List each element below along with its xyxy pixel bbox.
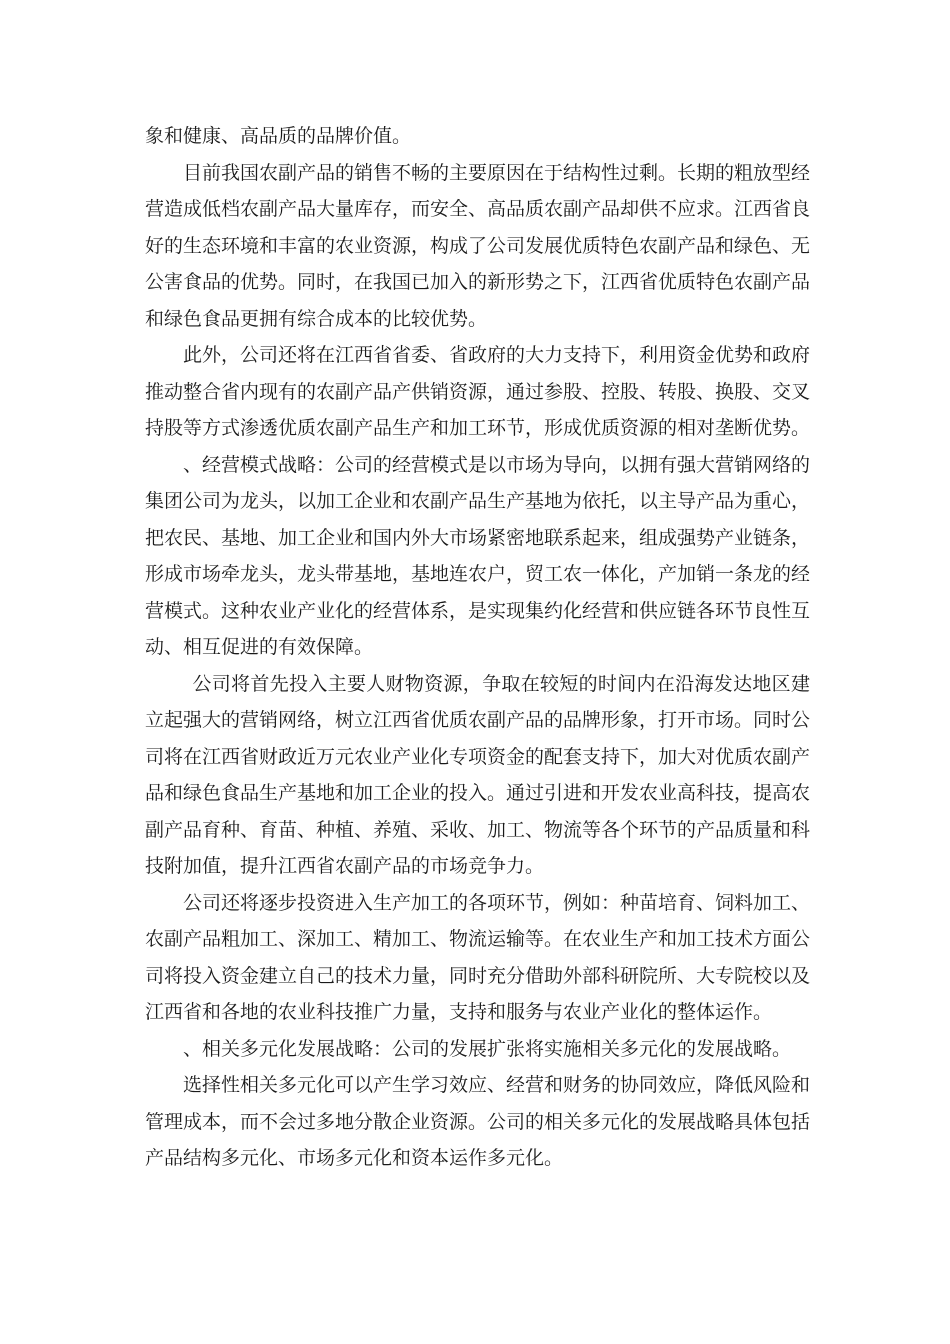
paragraph-business-model-strategy: 、经营模式战略：公司的经营模式是以市场为导向，以拥有强大营销网络的集团公司为龙头，以加工企业和农副产品生产基地为依托，以主导产品为重心，把农民、基地、加工企业和国内外大市场紧密地联系起来，组成强势产业链条，形成市场牵龙头，龙头带基地，基地连农户，贸工农一体化，产加销一条龙的经营模式。这种农业产业化的经营体系，是实现集约化经营和供应链各环节良性互动、相互促进的有效保障。 (145, 453, 811, 658)
document-body (145, 118, 810, 1177)
paragraph-brand-value: 象和健康、高品质的品牌价值。 (145, 125, 412, 147)
paragraph-diversification-strategy: 、相关多元化发展战略：公司的发展扩张将实施相关多元化的发展战略。 (183, 1037, 792, 1060)
paragraph-marketing-network: 公司将首先投入主要人财物资源，争取在较短的时间内在沿海发达地区建立起强大的营销网络，树立江西省优质农副产品的品牌形象，打开市场。同时公司将在江西省财政近万元农业产业化专项资金的配套支持下，加大对优质农副产品和绿色食品生产基地和加工企业的投入。通过引进和开发农业高科技，提高农副产品育种、育苗、种植、养殖、采收、加工、物流等各个环节的产品质量和科技附加值，提升江西省农副产品的市场竞争力。 (145, 672, 811, 877)
paragraph-sales-reason: 目前我国农副产品的销售不畅的主要原因在于结构性过剩。长期的粗放型经营造成低档农副产品大量库存，而安全、高品质农副产品却供不应求。江西省良好的生态环境和丰富的农业资源，构成了公司发展优质特色农副产品和绿色、无公害食品的优势。同时，在我国已加入的新形势之下，江西省优质特色农副产品和绿色食品更拥有综合成本的比较优势。 (145, 161, 811, 330)
paragraph-government-support: 此外，公司还将在江西省省委、省政府的大力支持下，利用资金优势和政府推动整合省内现有的农副产品产供销资源，通过参股、控股、转股、换股、交叉持股等方式渗透优质农副产品生产和加工环节，形成优质资源的相对垄断优势。 (145, 344, 811, 439)
paragraph-production-investment: 公司还将逐步投资进入生产加工的各项环节，例如：种苗培育、饲料加工、农副产品粗加工、深加工、精加工、物流运输等。在农业生产和加工技术方面公司将投入资金建立自己的技术力量，同时充分借助外部科研院所、大专院校以及江西省和各地的农业科技推广力量，支持和服务与农业产业化的整体运作。 (145, 891, 811, 1023)
paragraph-diversification-benefits: 选择性相关多元化可以产生学习效应、经营和财务的协同效应，降低风险和管理成本，而不会过多地分散企业资源。公司的相关多元化的发展战略具体包括产品结构多元化、市场多元化和资本运作多元化。 (145, 1074, 811, 1169)
